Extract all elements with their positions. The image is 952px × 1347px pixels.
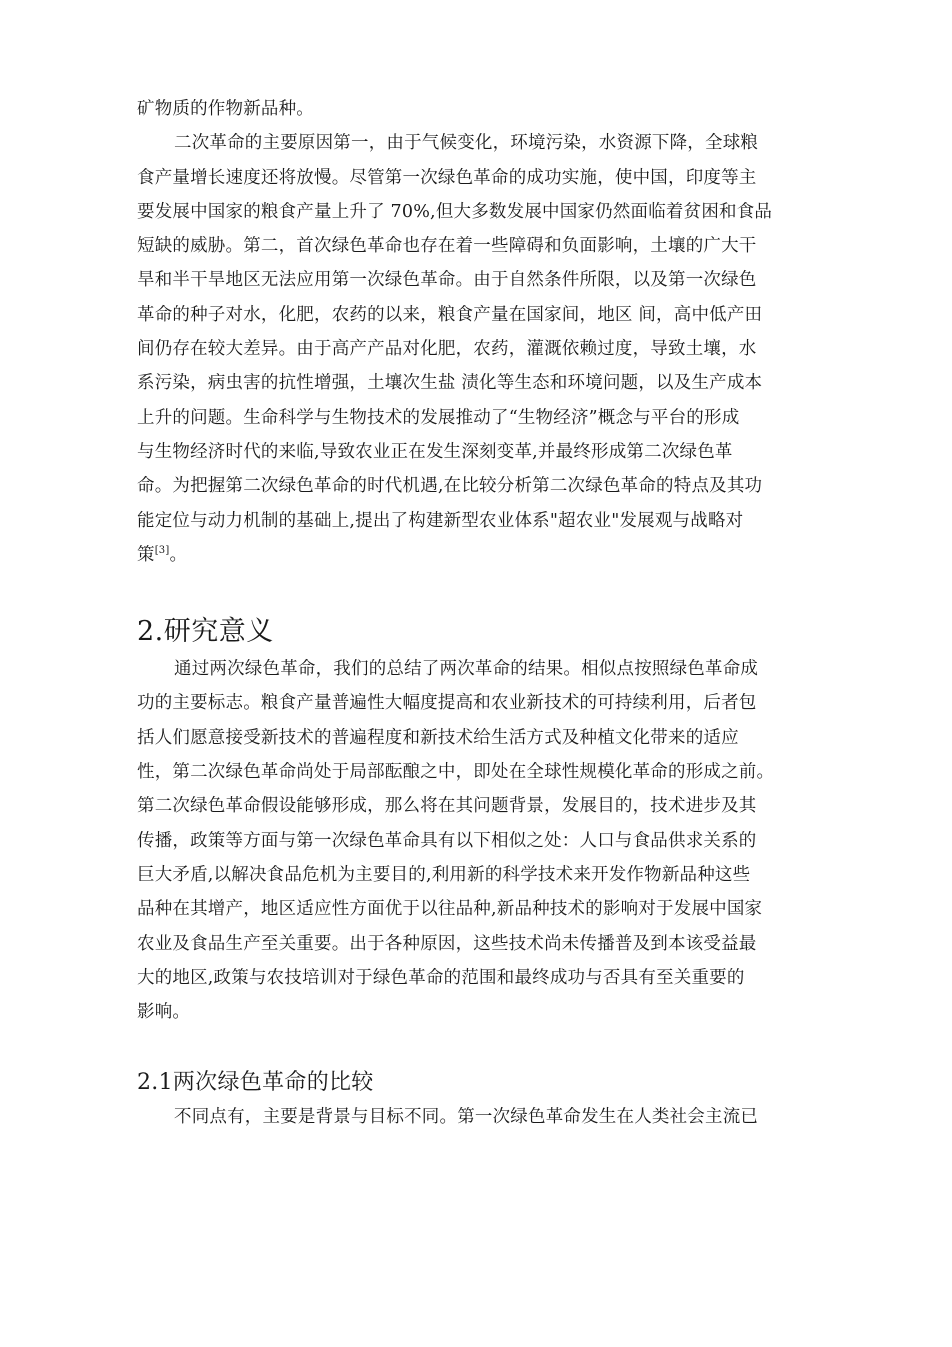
text-line: 上升的问题。生命科学与生物技术的发展推动了“生物经济”概念与平台的形成 xyxy=(137,407,740,428)
intro-paragraph xyxy=(137,92,819,126)
text-line: 能定位与动力机制的基础上,提出了构建新型农业体系"超农业"发展观与战略对 xyxy=(137,510,744,531)
text-line: 第二次绿色革命假设能够形成，那么将在其问题背景，发展目的，技术进步及其 xyxy=(137,796,757,817)
text-line: 与生物经济时代的来临,导致农业正在发生深刻变革,并最终形成第二次绿色革 xyxy=(137,441,733,462)
text-fragment: 。 xyxy=(169,544,188,565)
citation-reference[interactable]: [3] xyxy=(154,545,170,557)
second-revolution-paragraph xyxy=(137,126,819,572)
comparison-paragraph xyxy=(137,1100,819,1134)
text-line: 农业及食品生产至关重要。出于各种原因，这些技术尚未传播普及到本该受益最 xyxy=(137,933,757,954)
text-line: 传播，政策等方面与第一次绿色革命具有以下相似之处：人口与食品供求关系的 xyxy=(137,830,757,851)
research-significance-paragraph xyxy=(137,652,819,1029)
text-line: 革命的种子对水，化肥，农药的以来，粮食产量在国家间，地区 间，高中低产田 xyxy=(137,304,763,325)
text-line: 功的主要标志。粮食产量普遍性大幅度提高和农业新技术的可持续利用，后者包 xyxy=(137,693,757,714)
text-line: 通过两次绿色革命，我们的总结了两次革命的结果。相似点按照绿色革命成 xyxy=(174,659,759,680)
text-line: 括人们愿意接受新技术的普遍程度和新技术给生活方式及种植文化带来的适应 xyxy=(137,727,739,748)
text-line: 大的地区,政策与农技培训对于绿色革命的范围和最终成功与否具有至关重要的 xyxy=(137,967,745,988)
text-line: 二次革命的主要原因第一，由于气候变化，环境污染，水资源下降，全球粮 xyxy=(174,133,759,154)
text-line: 短缺的威胁。第二，首次绿色革命也存在着一些障碍和负面影响，土壤的广大干 xyxy=(137,236,757,257)
text-line: 不同点有，主要是背景与目标不同。第一次绿色革命发生在人类社会主流已 xyxy=(174,1107,759,1128)
text-line: 间仍存在较大差异。由于高产产品对化肥，农药，灌溉依赖过度，导致土壤，水 xyxy=(137,339,757,360)
text-line: 命。为把握第二次绿色革命的时代机遇,在比较分析第二次绿色革命的特点及其功 xyxy=(137,476,763,497)
text-line-last xyxy=(137,538,819,572)
text-line: 矿物质的作物新品种。 xyxy=(137,99,314,119)
subsection-heading-comparison: 2.1两次绿色革命的比较 xyxy=(137,1070,374,1096)
text-line: 品种在其增产，地区适应性方面优于以往品种,新品种技术的影响对于发展中国家 xyxy=(137,899,763,920)
text-line: 要发展中国家的粮食产量上升了 70%,但大多数发展中国家仍然面临着贫困和食品 xyxy=(137,201,773,222)
section-heading-research-significance: 2.研究意义 xyxy=(137,616,274,648)
text-line: 性，第二次绿色革命尚处于局部酝酿之中，即处在全球性规模化革命的形成之前。 xyxy=(137,762,775,783)
text-line: 影响。 xyxy=(137,1002,191,1023)
text-line: 旱和半干旱地区无法应用第一次绿色革命。由于自然条件所限，以及第一次绿色 xyxy=(137,270,757,291)
text-line: 食产量增长速度还将放慢。尽管第一次绿色革命的成功实施，使中国，印度等主 xyxy=(137,167,757,188)
text-fragment: 策 xyxy=(137,544,155,565)
text-line: 系污染，病虫害的抗性增强，土壤次生盐 渍化等生态和环境问题，以及生产成本 xyxy=(137,373,763,394)
text-line: 巨大矛盾,以解决食品危机为主要目的,利用新的科学技术来开发作物新品种这些 xyxy=(137,864,751,885)
document-page xyxy=(137,92,819,1135)
